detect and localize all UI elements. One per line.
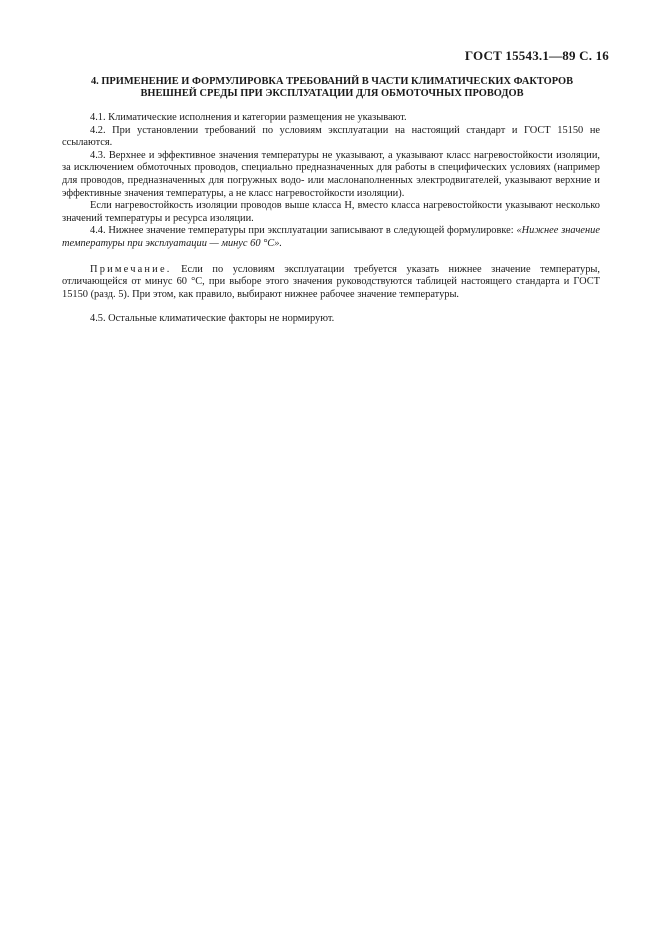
note-text: Если по условиям эксплуатации требуется указать нижнее значение температуры, отличающейся от минус 60 °С, при выборе этого значения руководствуются таблицей настоящего стандарта и ГОСТ 15150 (разд. 5). При этом, как правило, выбирают нижнее рабочее значение температуры. bbox=[62, 263, 600, 300]
paragraph-4-1: 4.1. Климатические исполнения и категории размещения не указывают. bbox=[90, 112, 407, 123]
paragraph-4-2: 4.2. При установлении требований по условиям эксплуатации на настоящий стандарт и ГОСТ 15150 не ссылаются. bbox=[62, 124, 600, 149]
paragraph-4-5: 4.5. Остальные климатические факторы не нормируют. bbox=[90, 313, 335, 325]
note-paragraph bbox=[62, 264, 600, 302]
section-title-line-1: 4. ПРИМЕНЕНИЕ И ФОРМУЛИРОВКА ТРЕБОВАНИЙ В ЧАСТИ КЛИМАТИЧЕСКИХ ФАКТОРОВ bbox=[90, 76, 574, 87]
paragraph-4-4 bbox=[62, 225, 600, 250]
note-label: Примечание. bbox=[90, 263, 172, 275]
paragraph-4-4-lead: 4.4. Нижнее значение температуры при эксплуатации записывают в следующей формулировке: bbox=[90, 225, 517, 237]
section-title bbox=[62, 76, 602, 100]
body-text bbox=[62, 112, 600, 326]
paragraph-4-3: 4.3. Верхнее и эффективное значения температуры не указывают, а указывают класс нагревостойкости изоляции, за исключением обмоточных проводов, специально предназначенных для работы в специфических условиях (например для проводов, предназначенных для погружных водо- или маслонаполненных электродвигателей, указывают верхние и эффективные значения температуры, а не класс нагревостойкости изоляции). bbox=[62, 149, 600, 199]
paragraph-4-4-formulation: «Нижнее значение температуры при эксплуатации — минус 60 °С». bbox=[62, 225, 600, 249]
section-title-line-2: ВНЕШНЕЙ СРЕДЫ ПРИ ЭКСПЛУАТАЦИИ ДЛЯ ОБМОТОЧНЫХ ПРОВОДОВ bbox=[140, 88, 524, 99]
paragraph-4-3-continuation: Если нагревостойкость изоляции проводов выше класса Н, вместо класса нагревостойкости указывают несколько значений температуры и ресурса изоляции. bbox=[62, 200, 600, 224]
page-header: ГОСТ 15543.1—89 С. 16 bbox=[464, 48, 609, 63]
